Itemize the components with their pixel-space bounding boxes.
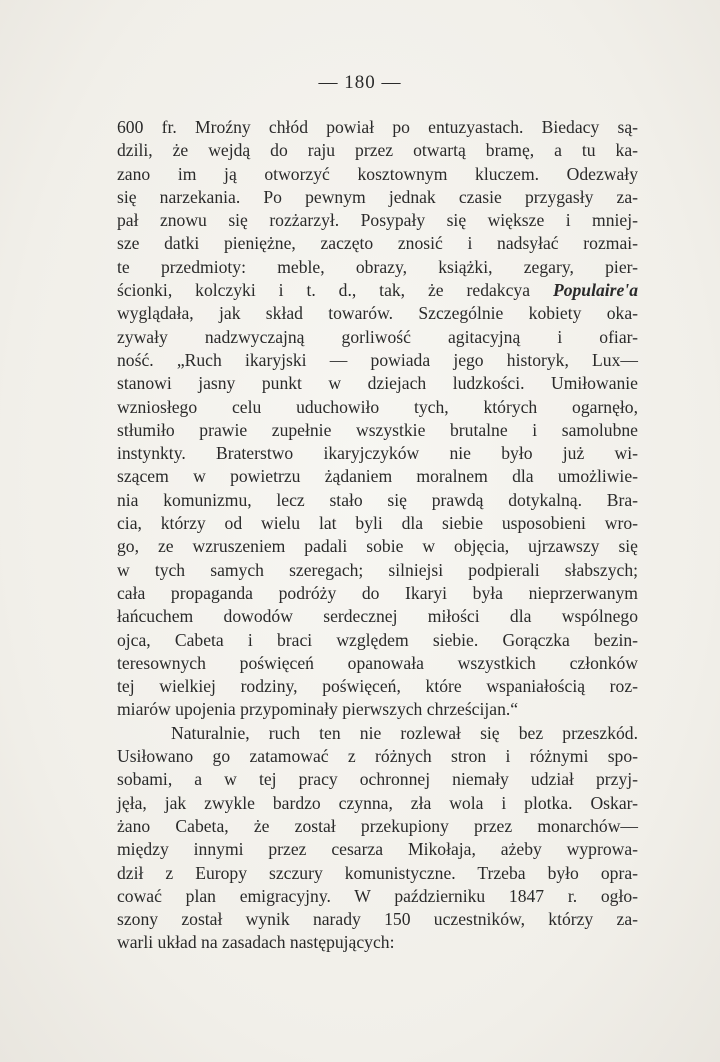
text-line-32: między innymi przez cesarza Mikołaja, ażeby wyprowa- — [117, 839, 638, 860]
text-line-35: szony został wynik narady 150 uczestników, którzy za- — [117, 909, 638, 930]
text-line-34: cować plan emigracyjny. W październiku 1847 r. ogło- — [117, 885, 638, 906]
text-line-11: ność. „Ruch ikaryjski — powiada jego historyk, Lux— — [117, 349, 638, 370]
text-line-15: instynkty. Braterstwo ikaryjczyków nie było już wi- — [117, 443, 638, 464]
text-line-36: warli układ na zasadach następujących: — [117, 932, 395, 953]
text-line-12: stanowi jasny punkt w dziejach ludzkości. Umiłowanie — [117, 373, 638, 394]
text-line-4: się narzekania. Po pewnym jednak czasie przygasły za- — [117, 186, 638, 207]
text-line-13: wzniosłego celu uduchowiło tych, których ogarnęło, — [117, 396, 638, 417]
text-line-7: te przedmioty: meble, obrazy, książki, zegary, pier- — [117, 256, 638, 277]
text-line-17: nia komunizmu, lecz stało się prawdą dotykalną. Bra- — [117, 489, 638, 510]
text-line-6: sze datki pieniężne, zaczęto znosić i nadsyłać rozmai- — [117, 233, 638, 254]
text-line-30: jęła, jak zwykle bardzo czynna, zła wola i plotka. Oskar- — [117, 792, 638, 813]
text-line-25: tej wielkiej rodziny, poświęceń, które wspaniałością roz- — [117, 676, 638, 697]
text-line-29: sobami, a w tej pracy ochronnej niemały udział przyj- — [117, 769, 638, 790]
text-line-14: stłumiło prawie zupełnie wszystkie brutalne i samolubne — [117, 419, 638, 440]
text-line-21: cała propaganda podróży do Ikaryi była nieprzerwanym — [117, 582, 638, 603]
text-line-27: Naturalnie, ruch ten nie rozlewał się bez przeszkód. — [171, 722, 638, 743]
text-line-5: pał znowu się rozżarzył. Posypały się większe i mniej- — [117, 210, 638, 231]
text-line-26: miarów upojenia przypominały pierwszych chrześcijan.“ — [117, 699, 519, 720]
text-line-9: wyglądała, jak skład towarów. Szczególnie kobiety oka- — [117, 303, 638, 324]
page-number: — 180 — — [318, 72, 402, 93]
body-text — [117, 116, 638, 955]
text-line-16: szącem w powietrzu żądaniem moralnem dla umożliwie- — [117, 466, 638, 487]
text-line-31: żano Cabeta, że został przekupiony przez monarchów— — [117, 815, 638, 836]
text-line-3: zano im ją otworzyć kosztownym kluczem. Odezwały — [117, 163, 638, 184]
text-line-18: cia, którzy od wielu lat byli dla siebie usposobieni wro- — [117, 513, 638, 534]
italic-title: Populaire'a — [552, 280, 638, 301]
text-line-2: dzili, że wejdą do raju przez otwartą bramę, a tu ka- — [117, 140, 638, 161]
text-line-8 — [117, 279, 638, 302]
text-line-10: zywały nadzwyczajną gorliwość agitacyjną i ofiar- — [117, 326, 638, 347]
text-line-1: 600 fr. Mroźny chłód powiał po entuzyastach. Biedacy są- — [117, 117, 638, 137]
text-line-8-start: ścionki, kolczyki i t. d., tak, że redakcya — [117, 280, 553, 301]
text-line-22: łańcuchem dowodów serdecznej miłości dla wspólnego — [117, 606, 638, 627]
text-line-20: w tych samych szeregach; silniejsi podpierali słabszych; — [117, 559, 638, 580]
text-line-23: ojca, Cabeta i braci względem siebie. Gorączka bezin- — [117, 629, 638, 650]
text-line-24: teresownych poświęceń opanowała wszystkich członków — [117, 652, 638, 673]
text-line-33: dził z Europy szczury komunistyczne. Trzeba było opra- — [117, 862, 638, 883]
text-line-28: Usiłowano go zatamować z różnych stron i różnymi spo- — [117, 746, 638, 767]
text-line-19: go, ze wzruszeniem padali sobie w objęcia, ujrzawszy się — [117, 536, 638, 557]
